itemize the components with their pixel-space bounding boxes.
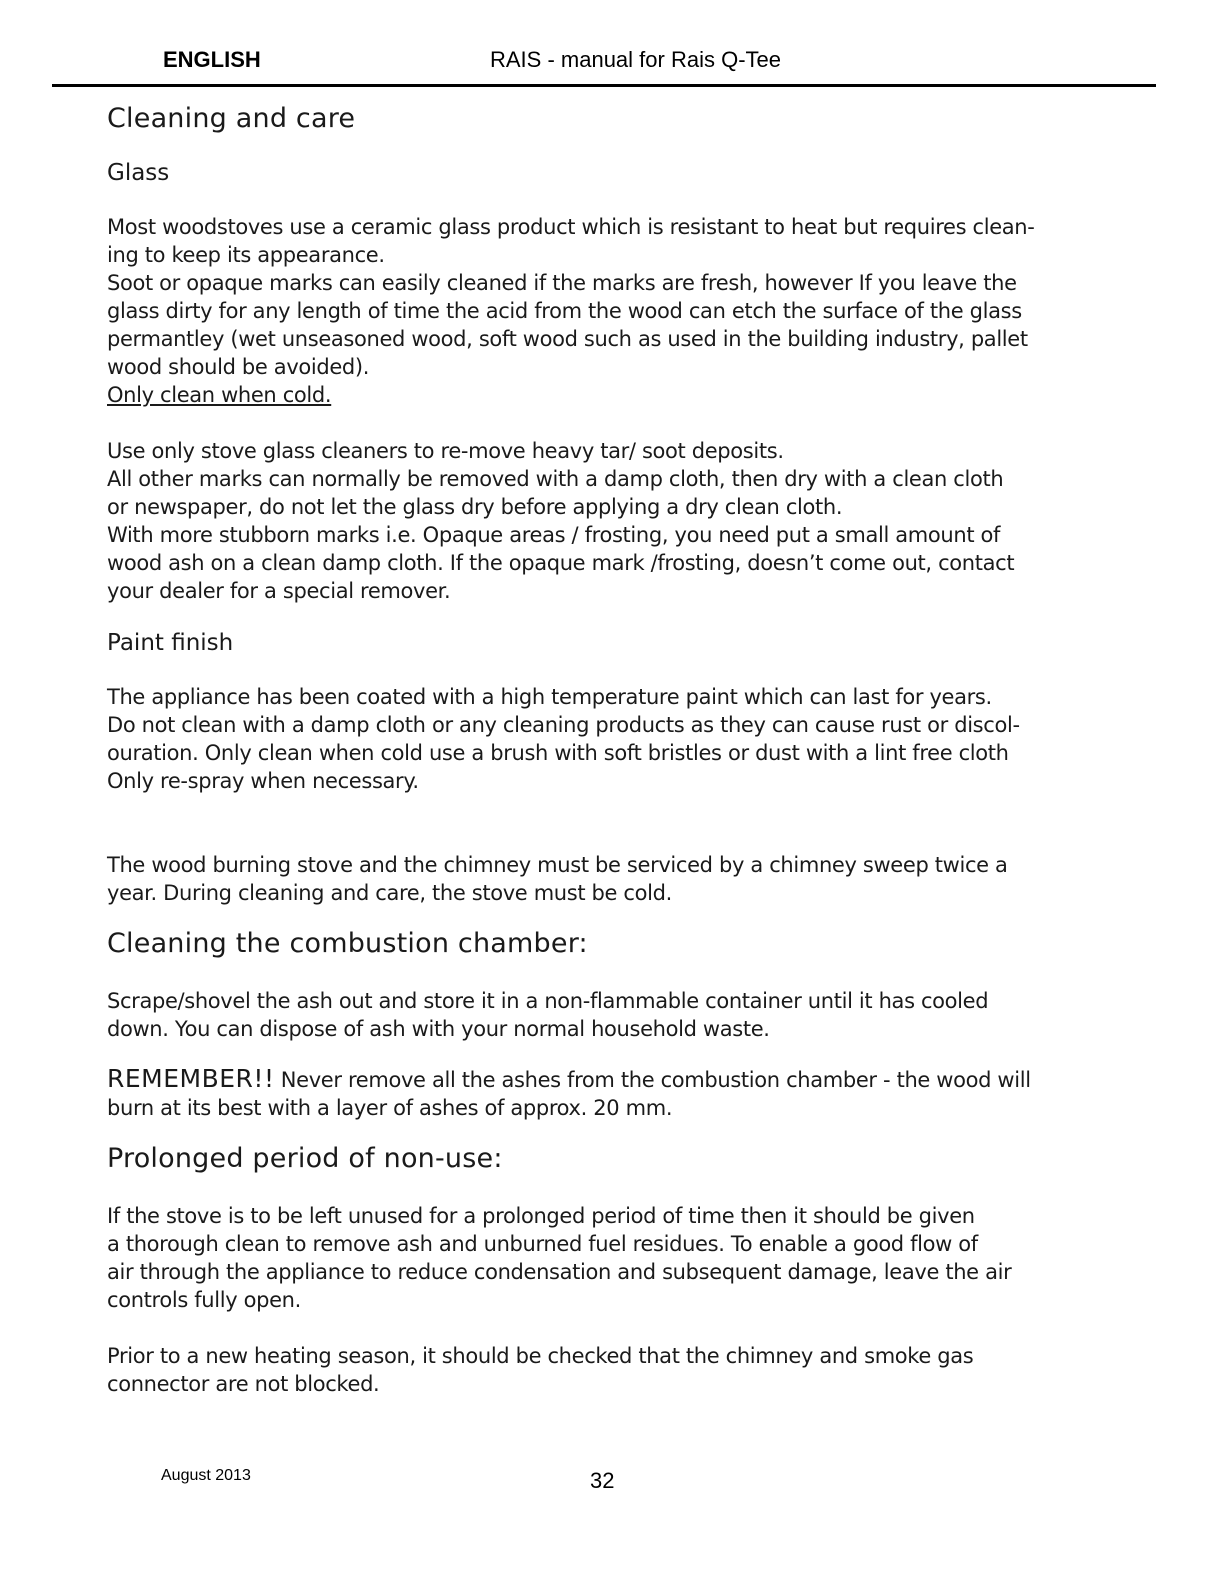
- header-divider: [52, 84, 1156, 87]
- remember-line: [107, 1065, 1107, 1094]
- text-line: Do not clean with a damp cloth or any cleaning products as they can cause rust or discol-: [107, 713, 1020, 737]
- text-line: Only re-spray when necessary.: [107, 769, 419, 793]
- nonuse-heading: Prolonged period of non-use:: [107, 1143, 503, 1174]
- text-line: or newspaper, do not let the glass dry before applying a dry clean cloth.: [107, 495, 843, 519]
- text-line: With more stubborn marks i.e. Opaque areas / frosting, you need put a small amount of: [107, 523, 1001, 547]
- text-line: The wood burning stove and the chimney must be serviced by a chimney sweep twice a: [107, 853, 1008, 877]
- text-line: a thorough clean to remove ash and unburned fuel residues. To enable a good flow of: [107, 1232, 978, 1256]
- text-line: Most woodstoves use a ceramic glass product which is resistant to heat but requires clean-: [107, 215, 1035, 239]
- text-line: wood should be avoided).: [107, 355, 370, 379]
- header-title: RAIS - manual for Rais Q-Tee: [490, 47, 781, 72]
- glass-paragraph-1: [107, 213, 1107, 409]
- cleaning-heading: Cleaning and care: [107, 103, 356, 134]
- service-paragraph: [107, 851, 1107, 907]
- text-line: ing to keep its appearance.: [107, 243, 385, 267]
- text-line: down. You can dispose of ash with your normal household waste.: [107, 1017, 770, 1041]
- nonuse-paragraph-1: [107, 1202, 1107, 1314]
- header-language: ENGLISH: [163, 47, 261, 72]
- chamber-heading: Cleaning the combustion chamber:: [107, 928, 588, 959]
- text-line: connector are not blocked.: [107, 1372, 380, 1396]
- chamber-paragraph: [107, 987, 1107, 1043]
- text-line: air through the appliance to reduce condensation and subsequent damage, leave the air: [107, 1260, 1012, 1284]
- paint-paragraph: [107, 683, 1107, 795]
- remember-paragraph: [107, 1065, 1107, 1122]
- paint-heading: Paint finish: [107, 630, 234, 656]
- text-line: All other marks can normally be removed with a damp cloth, then dry with a clean cloth: [107, 467, 1004, 491]
- page-number: 32: [590, 1468, 615, 1493]
- remember-text: Never remove all the ashes from the combustion chamber - the wood will: [274, 1068, 1031, 1092]
- text-line: controls fully open.: [107, 1288, 301, 1312]
- text-line: your dealer for a special remover.: [107, 579, 451, 603]
- text-line: permantley (wet unseasoned wood, soft wood such as used in the building industry, pallet: [107, 327, 1028, 351]
- glass-paragraph-2: [107, 437, 1107, 605]
- page-content: [107, 100, 1107, 1398]
- text-line: year. During cleaning and care, the stove must be cold.: [107, 881, 672, 905]
- remember-word: REMEMBER!!: [107, 1064, 275, 1093]
- text-line: The appliance has been coated with a high temperature paint which can last for years.: [107, 685, 992, 709]
- glass-note: Only clean when cold.: [107, 383, 332, 407]
- text-line: Prior to a new heating season, it should be checked that the chimney and smoke gas: [107, 1344, 974, 1368]
- text-line: ouration. Only clean when cold use a brush with soft bristles or dust with a lint free cloth: [107, 741, 1009, 765]
- text-line: Soot or opaque marks can easily cleaned if the marks are fresh, however If you leave the: [107, 271, 1017, 295]
- footer-date: August 2013: [161, 1467, 251, 1484]
- text-line: burn at its best with a layer of ashes of approx. 20 mm.: [107, 1096, 673, 1120]
- glass-heading: Glass: [107, 160, 170, 186]
- nonuse-paragraph-2: [107, 1342, 1107, 1398]
- text-line: wood ash on a clean damp cloth. If the opaque mark /frosting, doesn’t come out, contact: [107, 551, 1015, 575]
- text-line: Scrape/shovel the ash out and store it in a non-flammable container until it has cooled: [107, 989, 989, 1013]
- text-line: If the stove is to be left unused for a prolonged period of time then it should be given: [107, 1204, 975, 1228]
- text-line: Use only stove glass cleaners to re-move heavy tar/ soot deposits.: [107, 439, 784, 463]
- text-line: glass dirty for any length of time the acid from the wood can etch the surface of the glass: [107, 299, 1022, 323]
